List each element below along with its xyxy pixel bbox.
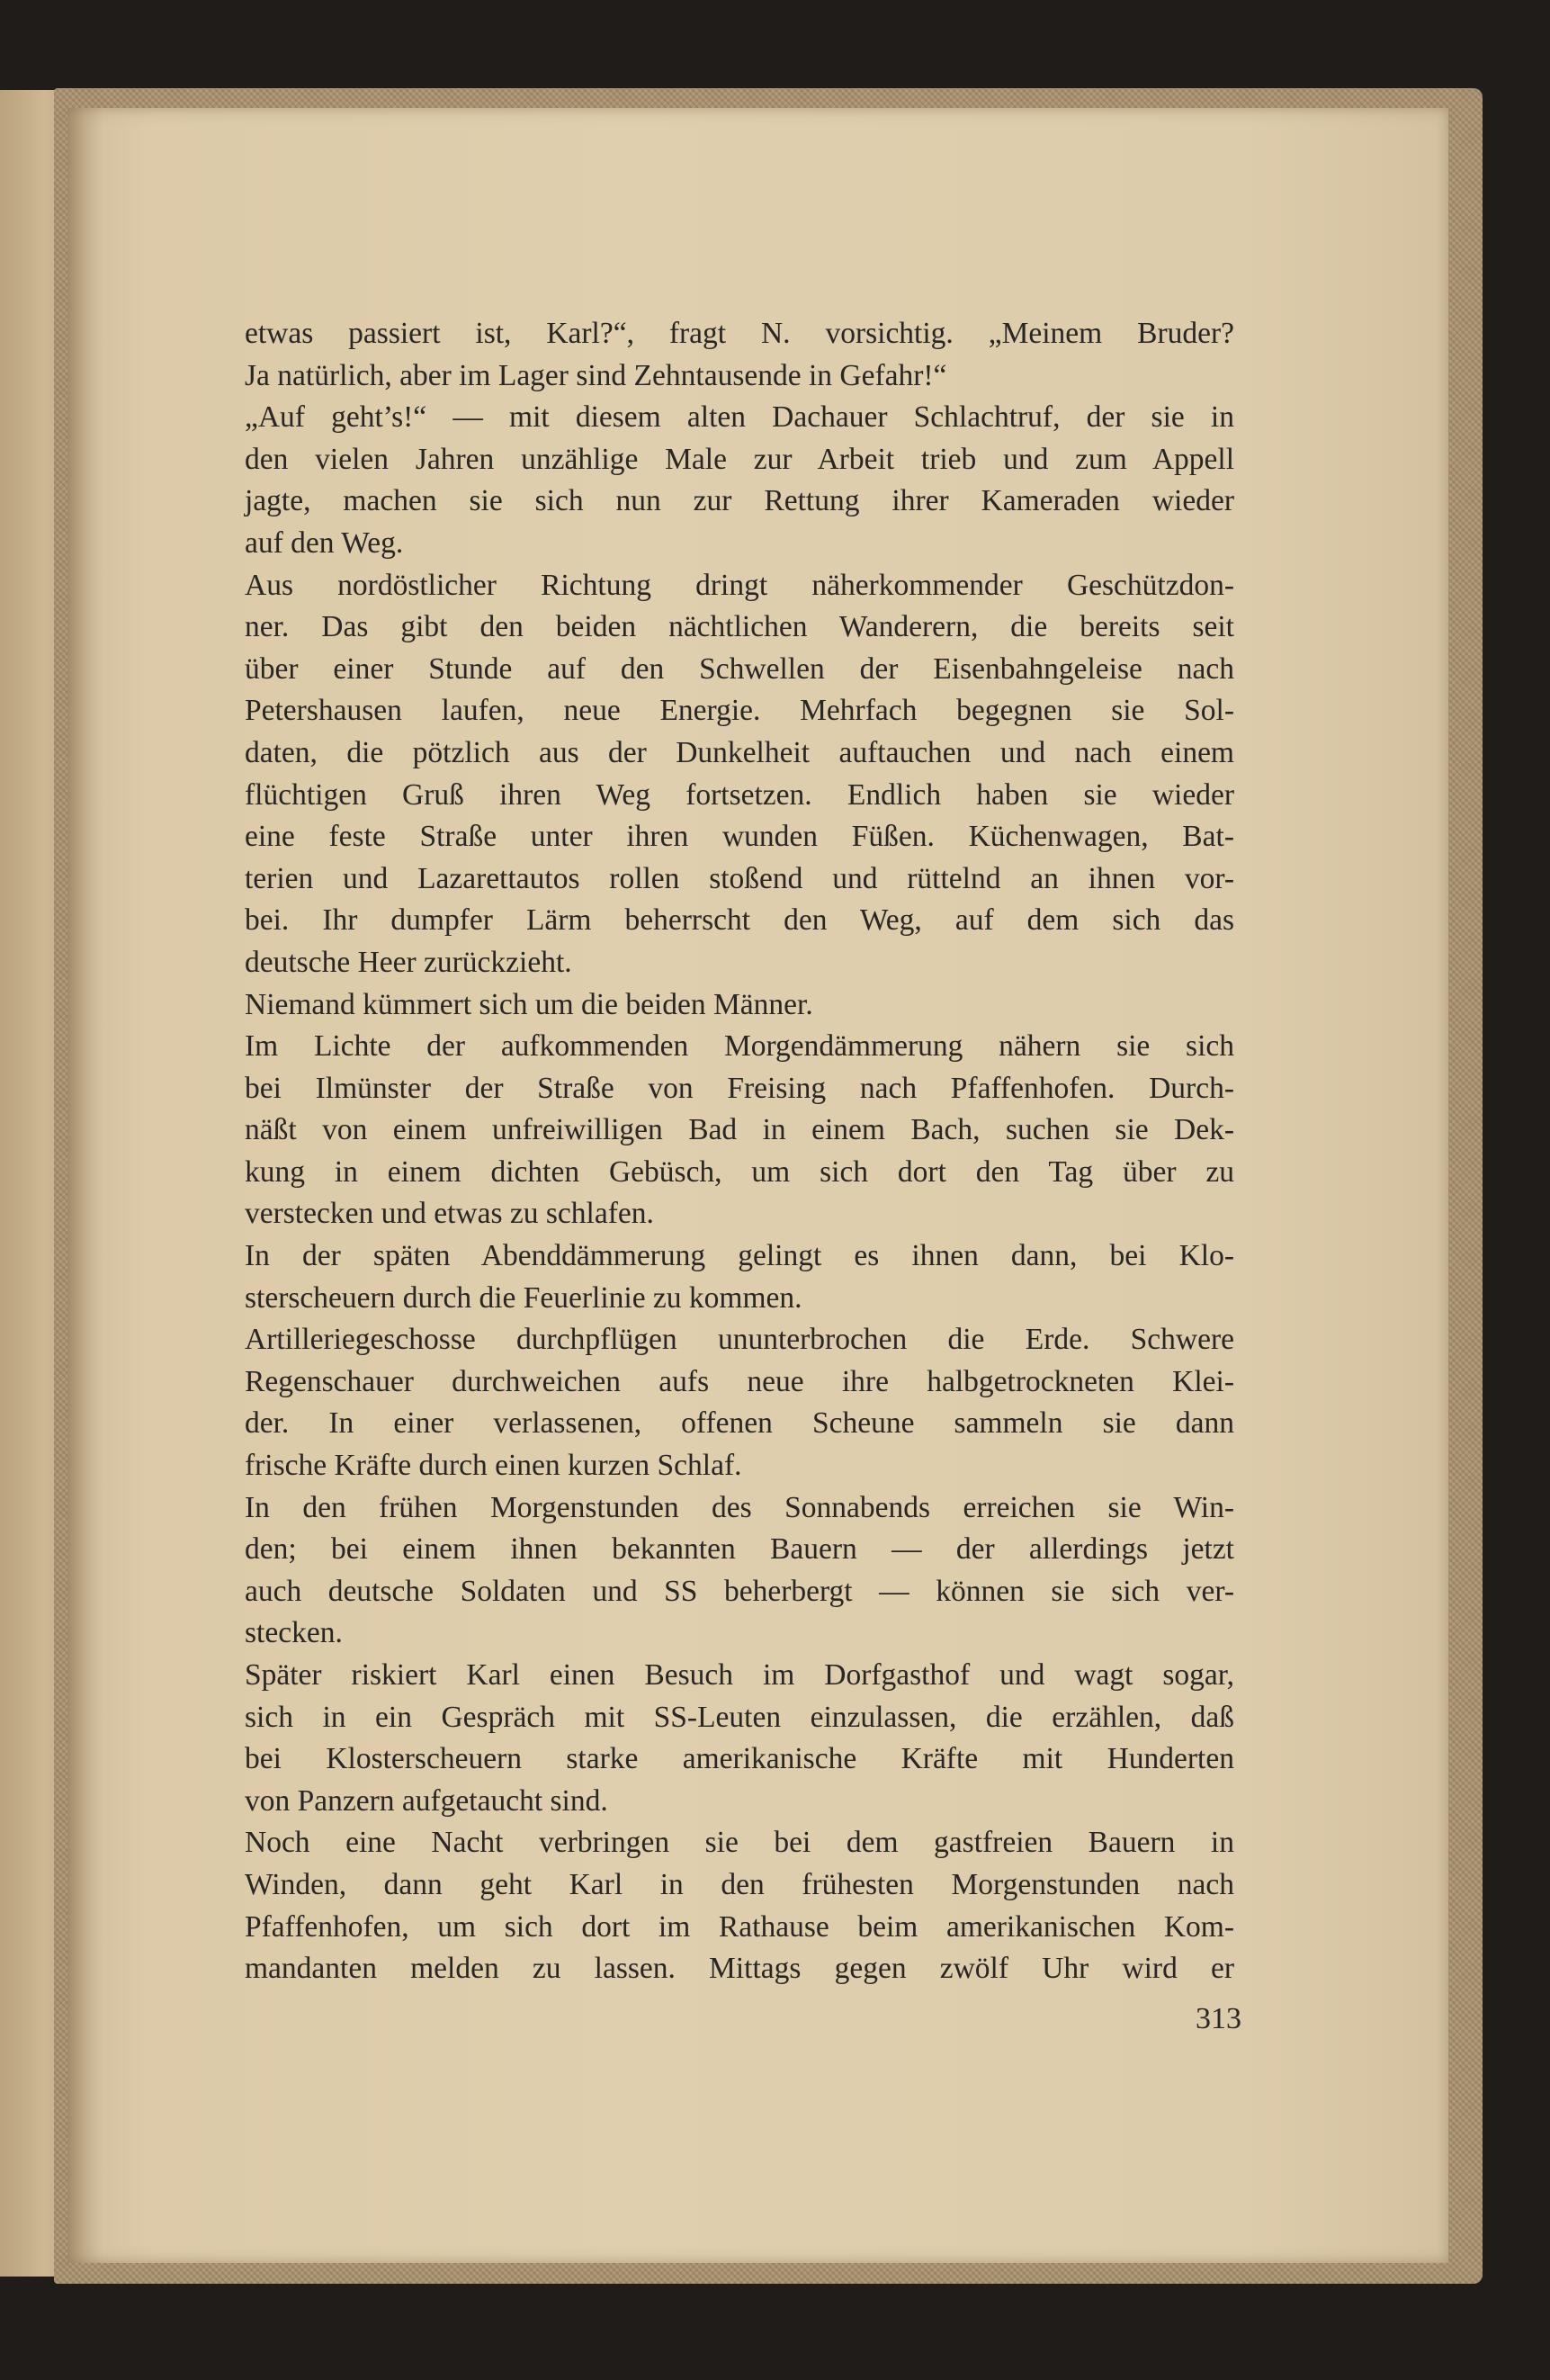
text-line: mandanten melden zu lassen. Mittags gegen zwölf Uhr wird er	[245, 1952, 1234, 1986]
text-line: Pfaffenhofen, um sich dort im Rathause beim amerikanischen Kom-	[245, 1909, 1234, 1944]
text-line: den; bei einem ihnen bekannten Bauern — der allerdings jetzt	[245, 1532, 1234, 1567]
text-line: von Panzern aufgetaucht sind.	[245, 1783, 608, 1818]
text-line: „Auf geht’s!“ — mit diesem alten Dachauer Schlachtruf, der sie in	[245, 400, 1234, 435]
text-line: auf den Weg.	[245, 525, 404, 560]
text-line: Winden, dann geht Karl in den frühesten Morgenstunden nach	[245, 1867, 1234, 1901]
text-line: Petershausen laufen, neue Energie. Mehrfach begegnen sie Sol-	[245, 694, 1234, 728]
text-line: flüchtigen Gruß ihren Weg fortsetzen. Endlich haben sie wieder	[245, 777, 1234, 812]
text-line: Noch eine Nacht verbringen sie bei dem gastfreien Bauern in	[245, 1826, 1234, 1860]
text-line: eine feste Straße unter ihren wunden Füßen. Küchenwagen, Bat-	[245, 820, 1234, 854]
text-line: Im Lichte der aufkommenden Morgendämmerung nähern sie sich	[245, 1029, 1234, 1064]
text-line: etwas passiert ist, Karl?“, fragt N. vorsichtig. „Meinem Bruder?	[245, 317, 1234, 350]
text-line: über einer Stunde auf den Schwellen der Eisenbahngeleise nach	[245, 651, 1234, 686]
text-line: Niemand kümmert sich um die beiden Männer.	[245, 987, 813, 1021]
text-line: bei. Ihr dumpfer Lärm beherrscht den Weg, auf dem sich das	[245, 903, 1234, 938]
text-line: sich in ein Gespräch mit SS-Leuten einzulassen, die erzählen, daß	[245, 1700, 1234, 1734]
page-number: 313	[1196, 2002, 1241, 2035]
body-text	[245, 313, 1234, 1990]
text-line: jagte, machen sie sich nun zur Rettung ihrer Kameraden wieder	[245, 484, 1234, 518]
text-line: stecken.	[245, 1616, 343, 1650]
text-line: deutsche Heer zurückzieht.	[245, 945, 572, 979]
text-line: Ja natürlich, aber im Lager sind Zehntausende in Gefahr!“	[245, 358, 947, 392]
text-line: In den frühen Morgenstunden des Sonnabends erreichen sie Win-	[245, 1490, 1234, 1524]
text-line: sterscheuern durch die Feuerlinie zu kommen.	[245, 1280, 802, 1315]
spine-shadow	[67, 108, 103, 2263]
text-line: bei Ilmünster der Straße von Freising nach Pfaffenhofen. Durch-	[245, 1071, 1234, 1105]
text-line: den vielen Jahren unzählige Male zur Arbeit trieb und zum Appell	[245, 442, 1234, 476]
text-line: verstecken und etwas zu schlafen.	[245, 1197, 654, 1231]
text-line: Später riskiert Karl einen Besuch im Dorfgasthof und wagt sogar,	[245, 1658, 1234, 1692]
text-line: ner. Das gibt den beiden nächtlichen Wanderern, die bereits seit	[245, 610, 1234, 644]
text-line: Regenschauer durchweichen aufs neue ihre halbgetrockneten Klei-	[245, 1364, 1234, 1398]
text-line: auch deutsche Soldaten und SS beherbergt — können sie sich ver-	[245, 1574, 1234, 1608]
text-line: Artilleriegeschosse durchpflügen ununterbrochen die Erde. Schwere	[245, 1323, 1234, 1357]
text-line: näßt von einem unfreiwilligen Bad in einem Bach, suchen sie Dek-	[245, 1113, 1234, 1147]
text-line: bei Klosterscheuern starke amerikanische Kräfte mit Hunderten	[245, 1742, 1234, 1776]
text-line: daten, die pötzlich aus der Dunkelheit auftauchen und nach einem	[245, 735, 1234, 769]
text-line: terien und Lazarettautos rollen stoßend und rüttelnd an ihnen vor-	[245, 861, 1234, 895]
text-line: Aus nordöstlicher Richtung dringt näherkommender Geschützdon-	[245, 568, 1234, 602]
text-line: der. In einer verlassenen, offenen Scheune sammeln sie dann	[245, 1406, 1234, 1441]
text-line: In der späten Abenddämmerung gelingt es ihnen dann, bei Klo-	[245, 1239, 1234, 1273]
text-line: kung in einem dichten Gebüsch, um sich dort den Tag über zu	[245, 1154, 1234, 1189]
text-line: frische Kräfte durch einen kurzen Schlaf.	[245, 1449, 742, 1483]
